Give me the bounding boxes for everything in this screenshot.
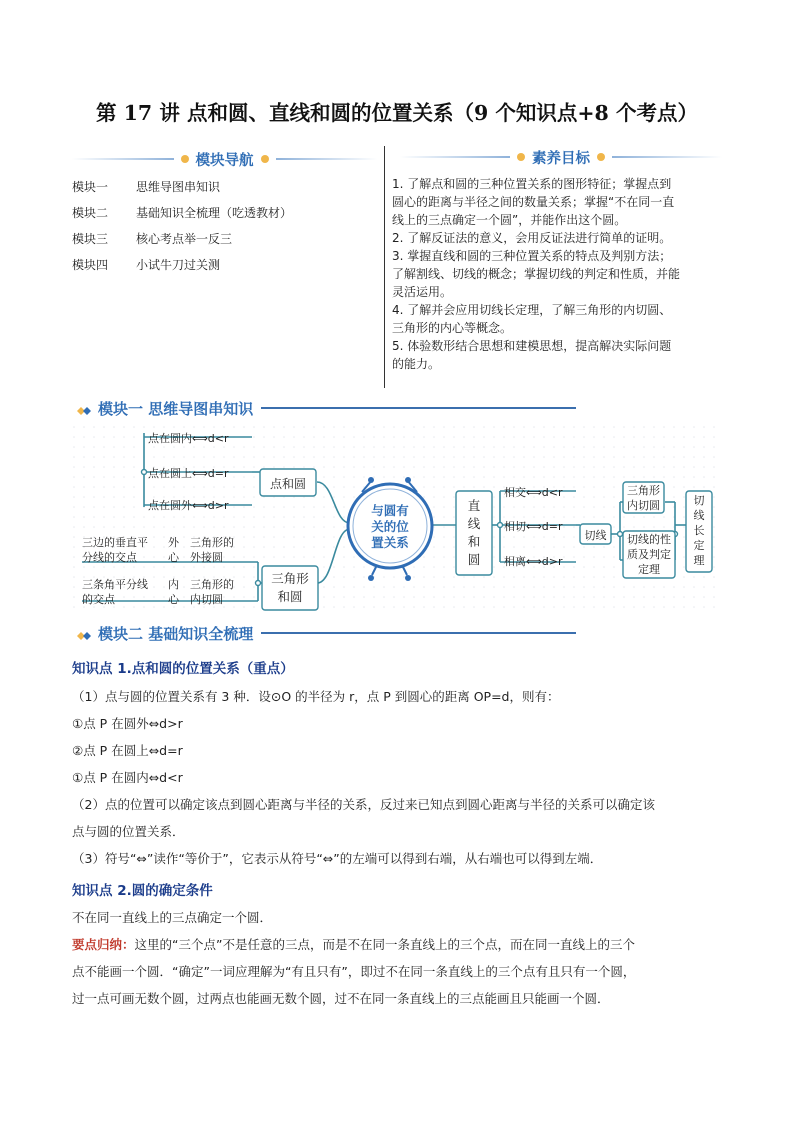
mm-center-label: 与圆有 关的位 置关系 bbox=[371, 503, 409, 550]
mm-incenter: 内 心 bbox=[168, 578, 179, 606]
divider bbox=[276, 158, 378, 160]
mm-tangent-box: 切线 bbox=[584, 529, 607, 542]
kp2-line: 过一点可画无数个圆，过两点也能画无数个圆，过不在同一条直线上的三点能画且只能画一个圆． bbox=[72, 991, 610, 1006]
goals-heading: 素养目标 bbox=[532, 150, 590, 167]
divider bbox=[261, 632, 576, 634]
dot-icon bbox=[181, 155, 189, 163]
nav-item[interactable]: 模块二 基础知识全梳理（吃透教材） bbox=[72, 206, 293, 220]
module2-header bbox=[76, 621, 576, 645]
page-title: 第 17 讲 点和圆、直线和圆的位置关系（9 个知识点+8 个考点） bbox=[96, 101, 698, 125]
kp1-line: （2）点的位置可以确定该点到圆心距离与半径的关系，反过来已知点到圆心距离与半径的关系可以确定该 bbox=[72, 797, 655, 812]
goal-line: 4. 了解并会应用切线长定理，了解三角形的内切圆、 bbox=[392, 303, 672, 317]
divider bbox=[261, 407, 576, 409]
mm-line-circle-label: 直 线 和 圆 bbox=[467, 498, 481, 567]
dot-icon bbox=[261, 155, 269, 163]
kp2-tip: 要点归纳：这里的“三个点”不是任意的三点，而是不在同一条直线上的三个点，而在同一直线上的三个 bbox=[72, 937, 635, 952]
kp1-line: （1）点与圆的位置关系有 3 种．设⊙O 的半径为 r，点 P 到圆心的距离 OP=d，则有： bbox=[72, 689, 560, 704]
mm-tangent: 相切⟺d=r bbox=[504, 520, 563, 533]
diamond-icon bbox=[76, 627, 92, 639]
nav-item[interactable]: 模块三 核心考点举一反三 bbox=[72, 232, 233, 246]
mm-incenter-def: 三条角平分线 的交点 bbox=[82, 578, 148, 606]
goal-line: 1. 了解点和圆的三种位置关系的图形特征；掌握点到 bbox=[392, 177, 672, 191]
mind-map bbox=[72, 425, 722, 611]
mm-tangent-length-box: 切 线 长 定 理 bbox=[693, 494, 705, 567]
divider bbox=[400, 156, 510, 158]
goal-line: 2. 了解反证法的意义，会用反证法进行简单的证明。 bbox=[392, 231, 672, 245]
goal-line: 灵活运用。 bbox=[392, 285, 453, 299]
diamond-icon bbox=[76, 402, 92, 414]
kp1-line: （3）符号“⇔”读作“等价于”，它表示从符号“⇔”的左端可以得到右端，从右端也可以得到左端． bbox=[72, 851, 603, 866]
mm-point-outside: 点在圆外⟺d>r bbox=[148, 499, 229, 512]
mm-intersect: 相交⟺d<r bbox=[504, 486, 563, 499]
kp1-title: 知识点 1.点和圆的位置关系（重点） bbox=[72, 661, 294, 677]
mm-triangle-circle-label: 三角形 和圆 bbox=[271, 571, 309, 604]
goals-header bbox=[400, 146, 722, 168]
kp2-line: 点不能画一个圆．“确定”一词应理解为“有且只有”，即过不在同一条直线上的三个点有且只有一个圆， bbox=[72, 964, 636, 979]
goal-line: 线上的三点确定一个圆”，并能作出这个圆。 bbox=[392, 213, 627, 227]
kp1-line: 点与圆的位置关系． bbox=[72, 824, 185, 839]
divider bbox=[72, 158, 174, 160]
mm-point-inside: 点在圆内⟺d<r bbox=[148, 432, 229, 445]
nav-item[interactable]: 模块一 思维导图串知识 bbox=[72, 180, 221, 194]
goal-line: 5. 体验数形结合思想和建模思想，提高解决实际问题 bbox=[392, 339, 672, 353]
dot-icon bbox=[517, 153, 525, 161]
goal-line: 了解割线、切线的概念；掌握切线的判定和性质，并能 bbox=[392, 267, 681, 281]
divider bbox=[612, 156, 722, 158]
module1-header bbox=[76, 396, 576, 420]
nav-header bbox=[72, 148, 377, 170]
dot-icon bbox=[597, 153, 605, 161]
mm-separate: 相离⟺d>r bbox=[504, 555, 563, 568]
kp1-line: ①点 P 在圆内⇔d<r bbox=[72, 770, 183, 785]
nav-heading: 模块导航 bbox=[195, 152, 254, 169]
kp2-line: 不在同一直线上的三点确定一个圆． bbox=[72, 910, 273, 925]
kp2-body bbox=[72, 904, 635, 1012]
kp1-line: ②点 P 在圆上⇔d=r bbox=[72, 743, 183, 758]
mm-point-on: 点在圆上⟺d=r bbox=[148, 467, 229, 480]
mm-tangent-props-box: 切线的性 质及判定 定理 bbox=[627, 533, 671, 576]
kp1-body bbox=[72, 683, 655, 872]
mm-incircle-box: 三角形 内切圆 bbox=[627, 484, 660, 512]
mm-circumcircle: 三角形的 外接圆 bbox=[190, 536, 234, 564]
kp2-title: 知识点 2.圆的确定条件 bbox=[72, 883, 213, 899]
mm-point-circle-label: 点和圆 bbox=[269, 477, 306, 491]
goals-text bbox=[392, 175, 732, 373]
nav-list bbox=[72, 178, 372, 282]
mm-circumcenter: 外 心 bbox=[168, 536, 179, 564]
goal-line: 三角形的内心等概念。 bbox=[392, 321, 513, 335]
kp1-line: ①点 P 在圆外⇔d>r bbox=[72, 716, 183, 731]
mm-incircle: 三角形的 内切圆 bbox=[190, 578, 234, 606]
module2-heading: 模块二 基础知识全梳理 bbox=[98, 624, 254, 643]
goal-line: 3. 掌握直线和圆的三种位置关系的特点及判别方法； bbox=[392, 249, 672, 263]
module1-heading: 模块一 思维导图串知识 bbox=[98, 399, 254, 418]
mm-circumcenter-def: 三边的垂直平 分线的交点 bbox=[82, 536, 148, 564]
column-divider bbox=[384, 146, 385, 388]
nav-item[interactable]: 模块四 小试牛刀过关测 bbox=[72, 258, 221, 272]
goal-line: 圆心的距离与半径之间的数量关系；掌握“不在同一直 bbox=[392, 195, 675, 209]
goal-line: 的能力。 bbox=[392, 357, 441, 371]
